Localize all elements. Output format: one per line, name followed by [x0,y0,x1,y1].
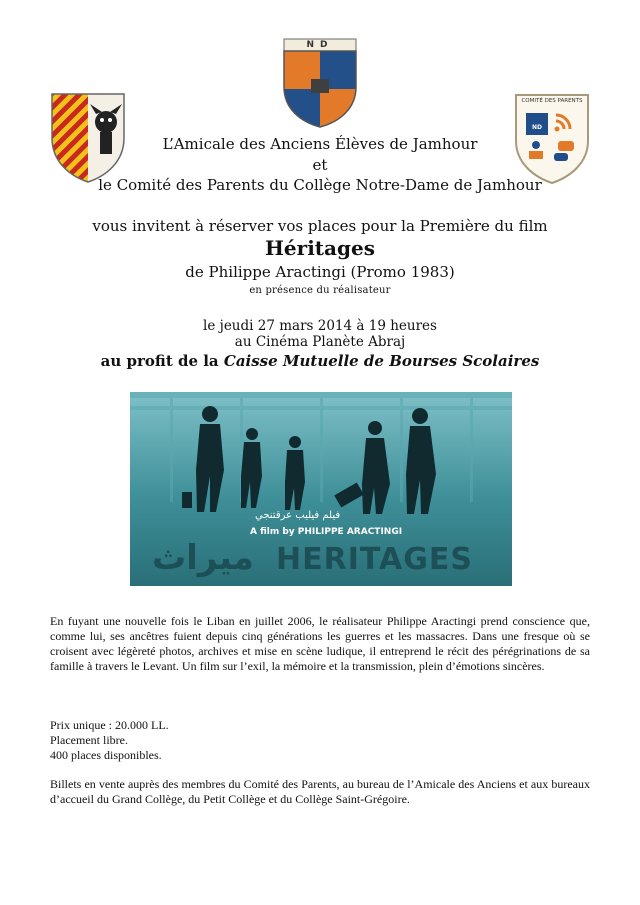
poster-arabic-title: ميراث [152,538,254,578]
header-line-3: le Comité des Parents du Collège Notre-Dame de Jamhour [98,176,542,194]
benefit-name: Caisse Mutuelle de Bourses Scolaires [223,352,540,370]
poster-credit: A film by PHILIPPE ARACTINGI [250,527,403,537]
benefit-prefix: au profit de la [100,352,224,370]
invite-intro: vous invitent à réserver vos places pour la Première du film [92,217,548,235]
capacity-info: 400 places disponibles. [50,748,162,762]
center-crest-letters: ND [306,40,334,50]
seating-info: Placement libre. [50,733,128,747]
ticket-price: Prix unique : 20.000 LL. [50,718,169,732]
film-title: Héritages [265,236,375,260]
film-poster [130,392,512,586]
film-synopsis: En fuyant une nouvelle fois le Liban en juillet 2006, le réalisateur Philippe Aractingi prend conscience que, comme lui, ses ancêtres fuient depuis cinq générations les guerres et les massacres. Dans une fresque où se croisent avec légèreté photos, archives et mise en scène ludique, il entreprend le récit des pérégrinations de sa famille à travers le Levant. Un film sur l’exil, la mémoire et la transmission, plein d’émotions sincères. [50,614,590,673]
poster-arabic-credit: فيلم فيليب عرقتنجي [255,510,341,521]
notre-dame-crest-logo [281,37,359,129]
pricing-block [50,718,590,763]
event-venue: au Cinéma Planète Abraj [234,334,406,350]
film-director: de Philippe Aractingi (Promo 1983) [185,263,455,281]
poster-title: HERITAGES [276,542,473,577]
header-line-1: L’Amicale des Anciens Élèves de Jamhour [162,135,478,153]
event-date: le jeudi 27 mars 2014 à 19 heures [203,318,437,334]
director-presence: en présence du réalisateur [249,285,391,296]
event-benefit [0,352,640,370]
ticket-sales-info: Billets en vente auprès des membres du Comité des Parents, au bureau de l’Amicale des Anciens et aux bureaux d’accueil du Grand Collège, du Petit Collège et du Collège Saint-Grégoire. [50,777,590,806]
right-crest-letters: ND [531,124,542,131]
header-line-2: et [312,156,328,174]
right-crest-caption: COMITÉ DES PARENTS [521,98,583,104]
